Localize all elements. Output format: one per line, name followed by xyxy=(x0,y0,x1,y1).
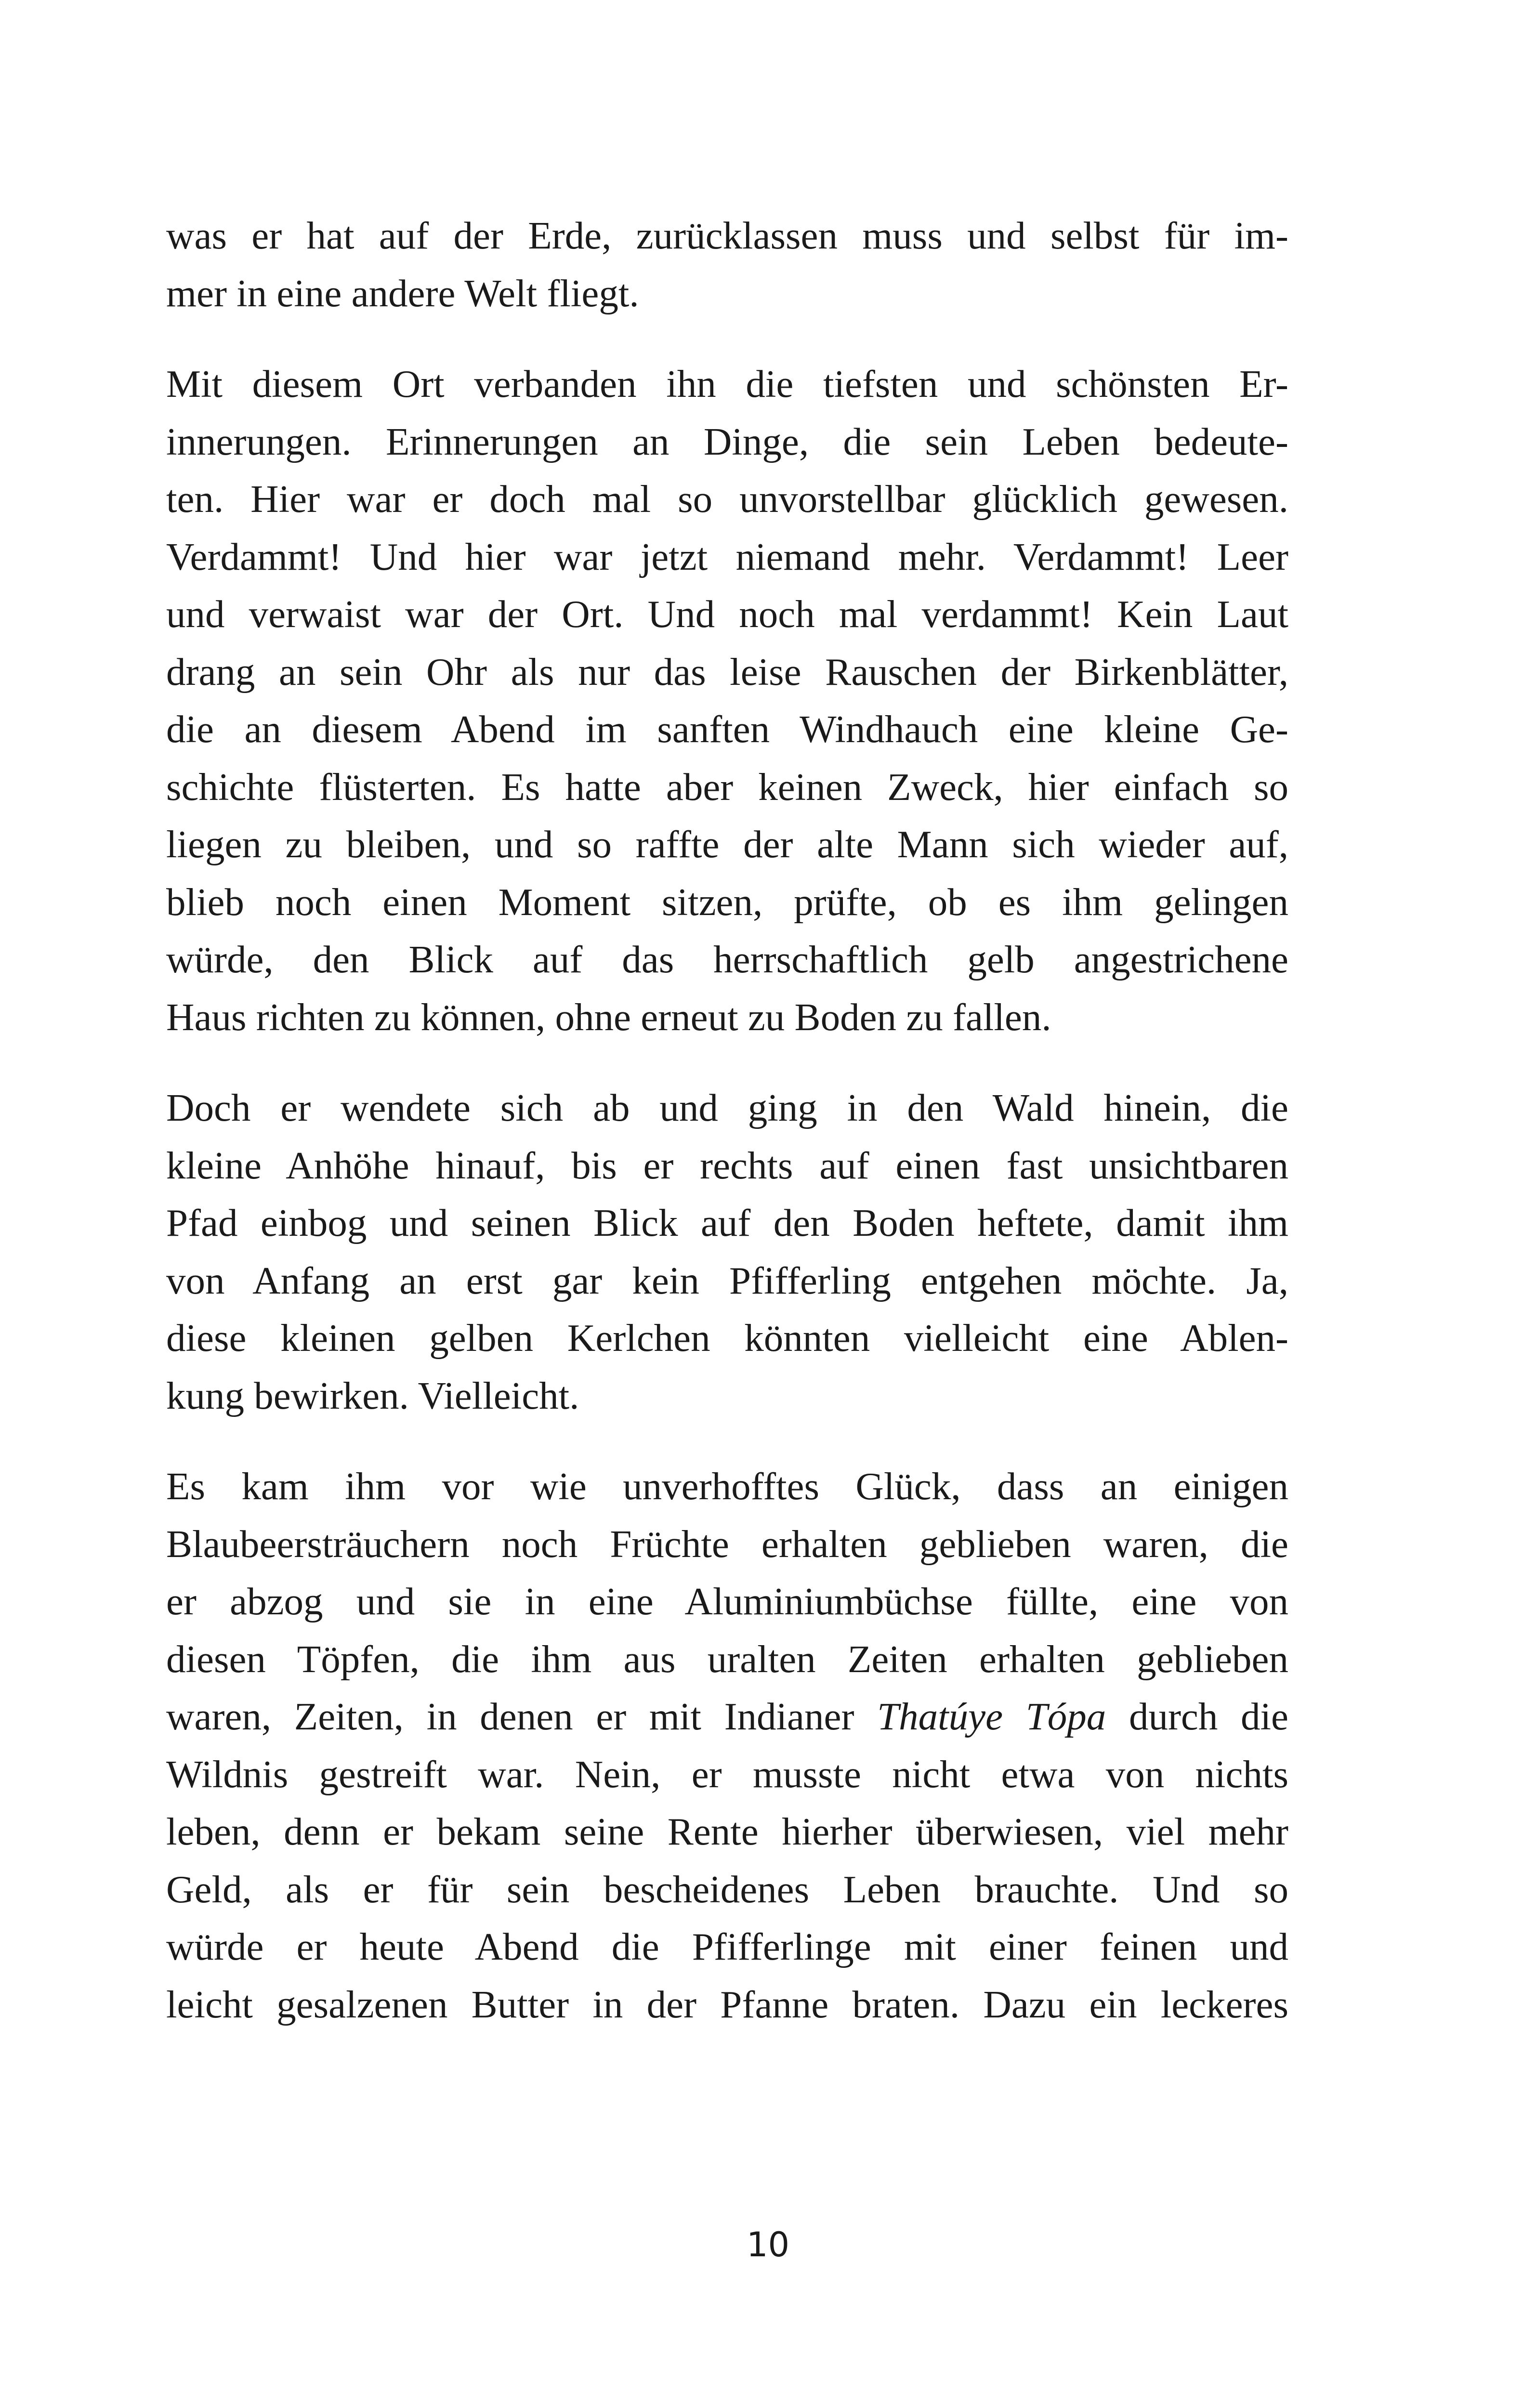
paragraph-2 xyxy=(166,355,1288,1046)
text-line: leicht gesalzenen Butter in der Pfanne braten. Dazu ein leckeres xyxy=(166,1982,1288,2026)
text-line: von Anfang an erst gar kein Pfifferling entgehen möchte. Ja, xyxy=(166,1258,1288,1302)
text-line: Verdammt! Und hier war jetzt niemand mehr. Verdammt! Leer xyxy=(166,535,1288,578)
text-line: Doch er wendete sich ab und ging in den Wald hinein, die xyxy=(166,1086,1288,1129)
paragraph-1 xyxy=(166,207,1288,322)
text-line: Pfad einbog und seinen Blick auf den Boden heftete, damit ihm xyxy=(166,1201,1288,1244)
text-line: die an diesem Abend im sanften Windhauch eine kleine Ge- xyxy=(166,707,1288,751)
text-line: Wildnis gestreift war. Nein, er musste nicht etwa von nichts xyxy=(166,1752,1288,1796)
text-line: kung bewirken. Vielleicht. xyxy=(166,1374,579,1417)
text-line: Mit diesem Ort verbanden ihn die tiefsten und schönsten Er- xyxy=(166,362,1288,406)
text-line: ten. Hier war er doch mal so unvorstellbar glücklich gewesen. xyxy=(166,477,1288,521)
text-line: leben, denn er bekam seine Rente hierher überwiesen, viel mehr xyxy=(166,1810,1288,1853)
text-line: Geld, als er für sein bescheidenes Leben brauchte. Und so xyxy=(166,1867,1288,1911)
text-line: diesen Töpfen, die ihm aus uralten Zeiten erhalten geblieben xyxy=(166,1637,1288,1681)
text-line: und verwaist war der Ort. Und noch mal verdammt! Kein Laut xyxy=(166,592,1288,636)
text-segment: durch die xyxy=(1106,1695,1288,1738)
text-line: Blaubeersträuchern noch Früchte erhalten geblieben waren, die xyxy=(166,1522,1288,1566)
text-line: diese kleinen gelben Kerlchen könnten vielleicht eine Ablen- xyxy=(166,1316,1288,1360)
page-number: 10 xyxy=(746,2225,790,2264)
text-line: würde er heute Abend die Pfifferlinge mit einer feinen und xyxy=(166,1925,1288,1968)
text-line: würde, den Blick auf das herrschaftlich gelb angestrichene xyxy=(166,938,1288,981)
text-line: kleine Anhöhe hinauf, bis er rechts auf einen fast unsichtbaren xyxy=(166,1143,1288,1187)
text-segment: waren, Zeiten, in denen er mit Indianer xyxy=(166,1695,878,1738)
text-line: was er hat auf der Erde, zurücklassen muss und selbst für im- xyxy=(166,214,1288,257)
text-line: Es kam ihm vor wie unverhofftes Glück, dass an einigen xyxy=(166,1465,1288,1508)
paragraph-3 xyxy=(166,1079,1288,1425)
text-line: schichte flüsterten. Es hatte aber keinen Zweck, hier einfach so xyxy=(166,765,1288,809)
paragraph-4 xyxy=(166,1458,1288,2033)
body-text xyxy=(166,207,1288,2067)
text-line: liegen zu bleiben, und so raffte der alte Mann sich wieder auf, xyxy=(166,823,1288,866)
text-line: blieb noch einen Moment sitzen, prüfte, ob es ihm gelingen xyxy=(166,880,1288,924)
text-line xyxy=(166,1688,1288,1746)
text-line: drang an sein Ohr als nur das leise Rauschen der Birkenblätter, xyxy=(166,650,1288,694)
text-line: innerungen. Erinnerungen an Dinge, die sein Leben bedeute- xyxy=(166,419,1288,463)
italic-name: Thatúye Tópa xyxy=(877,1695,1106,1738)
text-line: er abzog und sie in eine Aluminiumbüchse füllte, eine von xyxy=(166,1580,1288,1623)
text-line: Haus richten zu können, ohne erneut zu Boden zu fallen. xyxy=(166,995,1051,1039)
text-line: mer in eine andere Welt fliegt. xyxy=(166,271,639,315)
